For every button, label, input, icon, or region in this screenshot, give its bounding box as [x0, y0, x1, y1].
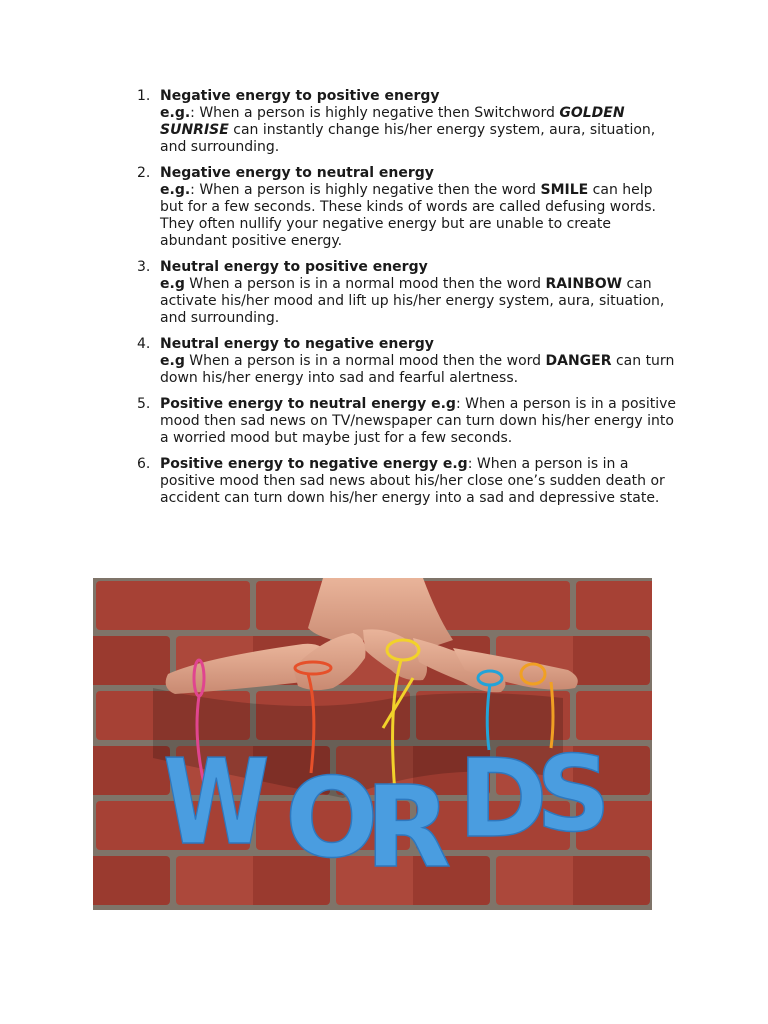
item-heading: Negative energy to positive energy [160, 88, 440, 104]
item-text: : When a person is highly negative then the word [190, 182, 541, 198]
item-number: 1. [137, 88, 151, 104]
keyword: DANGER [545, 353, 612, 369]
item-text: When a person is in a normal mood then the word [184, 276, 546, 292]
example-label: e.g. [160, 182, 191, 198]
item-number: 2. [137, 165, 151, 181]
example-label: e.g [160, 353, 185, 369]
energy-list [137, 88, 677, 516]
item-heading: Negative energy to neutral energy [160, 165, 434, 181]
list-item [137, 259, 677, 327]
item-number: 4. [137, 336, 151, 352]
item-text: When a person is in a normal mood then the word [184, 353, 546, 369]
item-number: 6. [137, 456, 151, 472]
list-item [137, 396, 677, 447]
list-item [137, 336, 677, 387]
item-text: can activate his/her mood and lift up his/her energy system, aura, situation, and surrounding. [160, 276, 665, 326]
words-photo [93, 578, 652, 910]
example-label: e.g. [160, 105, 191, 121]
item-text: : When a person is highly negative then Switchword [190, 105, 560, 121]
item-text: can turn down his/her energy into sad and fearful alertness. [160, 353, 675, 386]
item-number: 5. [137, 396, 151, 412]
letter-w: W [163, 734, 270, 872]
letter-s: S [536, 733, 611, 855]
list-item [137, 165, 677, 250]
item-heading: Positive energy to negative energy e.g [160, 456, 468, 472]
letter-d: D [458, 737, 548, 862]
keyword: GOLDEN [559, 105, 625, 121]
item-text: : When a person is in a positive mood then sad news about his/her close one’s sudden death or accident can turn down his/her energy into a sad and depressive state. [160, 456, 665, 506]
item-text: : When a person is in a positive mood then sad news on TV/newspaper can turn down his/her energy into a worried mood but maybe just for a few seconds. [160, 396, 677, 446]
list-item [137, 456, 677, 507]
item-text: can help but for a few seconds. These kinds of words are called defusing words. They often nullify your negative energy but are unable to create abundant positive energy. [160, 182, 656, 249]
keyword: SUNRISE [160, 122, 229, 138]
keyword: SMILE [540, 182, 589, 198]
letter-r: R [365, 763, 452, 893]
item-number: 3. [137, 259, 151, 275]
list-item [137, 88, 677, 156]
letter-o: O [285, 754, 379, 882]
keyword: RAINBOW [545, 276, 623, 292]
example-label: e.g [160, 276, 185, 292]
item-text: can instantly change his/her energy system, aura, situation, and surrounding. [160, 122, 656, 155]
item-heading: Positive energy to neutral energy e.g [160, 396, 456, 412]
item-heading: Neutral energy to positive energy [160, 259, 428, 275]
words-photo-illustration [93, 578, 652, 910]
item-heading: Neutral energy to negative energy [160, 336, 434, 352]
